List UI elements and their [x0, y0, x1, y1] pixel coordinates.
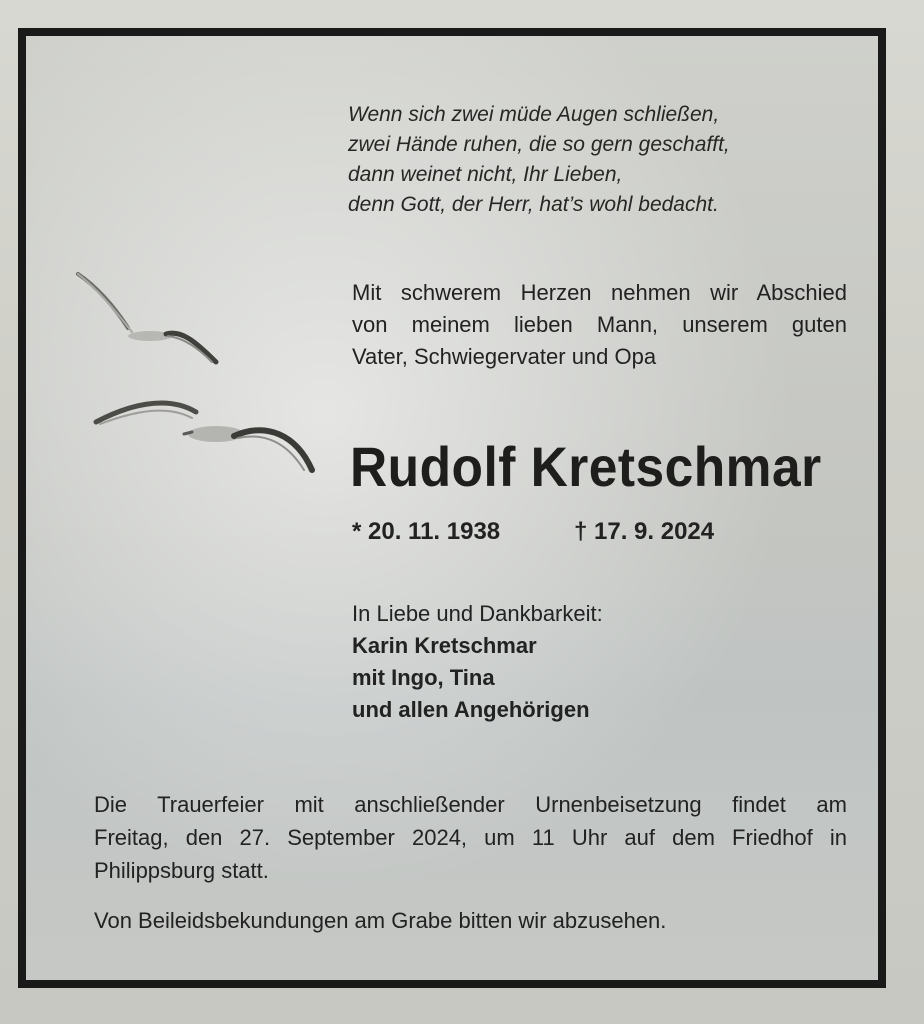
ceremony-line: Freitag, den 27. September 2024, um 11 Uhr auf dem Friedhof in [94, 825, 847, 850]
seagull-lower [96, 403, 312, 470]
farewell-line: von meinem lieben Mann, unserem guten [352, 312, 847, 337]
ceremony-line: Die Trauerfeier mit anschließender Urnenbeisetzung findet am [94, 792, 847, 817]
poem-line: Wenn sich zwei müde Augen schließen, [348, 103, 720, 126]
farewell-text [352, 277, 847, 373]
mourners-intro: In Liebe und Dankbarkeit: [352, 601, 603, 626]
deceased-name: Rudolf Kretschmar [350, 435, 822, 498]
poem-line: zwei Hände ruhen, die so gern geschafft, [348, 133, 730, 156]
poem [348, 100, 848, 220]
mourner-line: Karin Kretschmar [352, 633, 537, 658]
mourner-line: mit Ingo, Tina [352, 665, 495, 690]
seagulls-image [66, 266, 326, 486]
obituary-notice [18, 28, 886, 988]
death-date: † 17. 9. 2024 [574, 518, 715, 545]
farewell-line: Vater, Schwiegervater und Opa [352, 344, 657, 369]
birth-date: * 20. 11. 1938 [352, 518, 501, 545]
poem-line: denn Gott, der Herr, hat’s wohl bedacht. [348, 193, 719, 216]
ceremony-line: Philippsburg statt. [94, 858, 269, 883]
ceremony-info [94, 788, 847, 887]
mourner-line: und allen Angehörigen [352, 697, 590, 722]
condolence-note: Von Beileidsbekundungen am Grabe bitten wir abzusehen. [94, 908, 667, 933]
mourners [352, 598, 603, 726]
poem-line: dann weinet nicht, Ihr Lieben, [348, 163, 623, 186]
farewell-line: Mit schwerem Herzen nehmen wir Abschied [352, 280, 847, 305]
seagull-upper [78, 274, 216, 362]
